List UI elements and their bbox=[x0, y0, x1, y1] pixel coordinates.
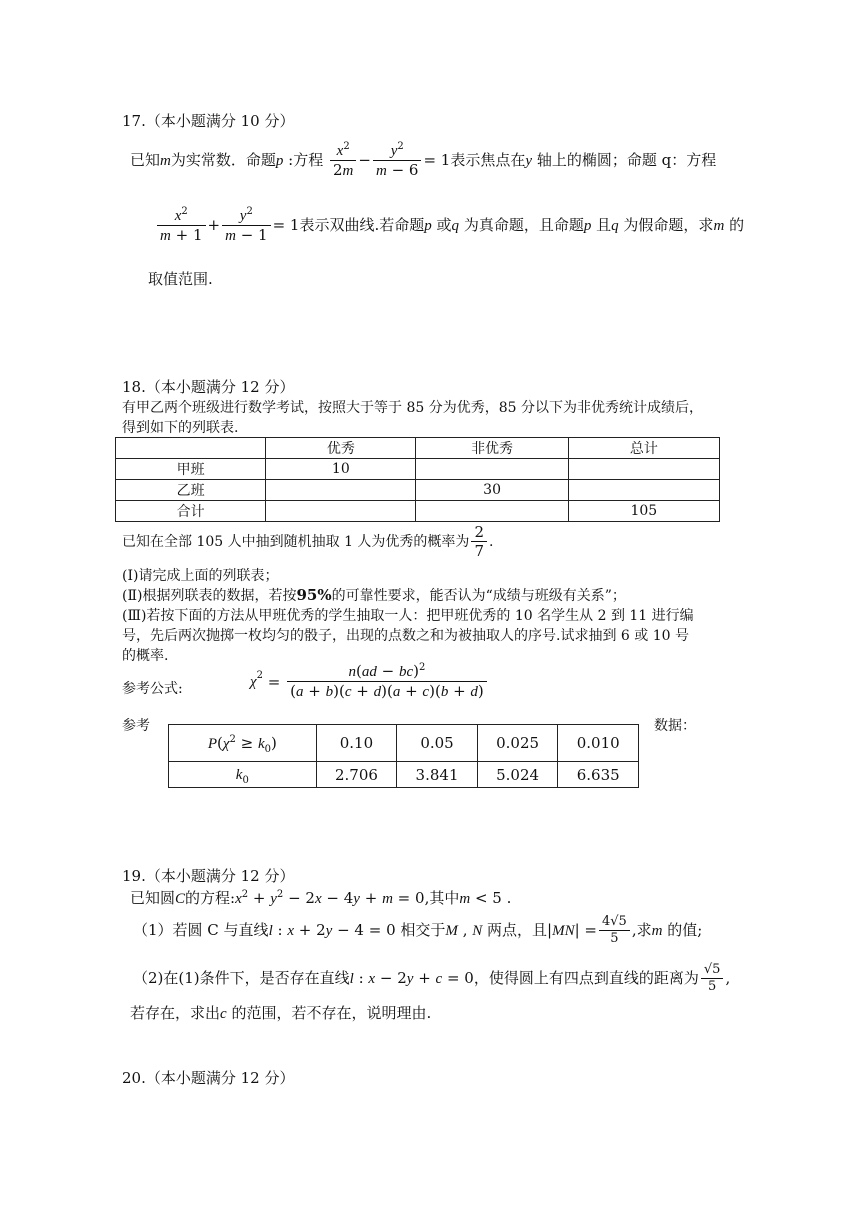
q17-line3: 取值范围. bbox=[148, 270, 213, 288]
q19-part1: （1）若圆 C 与直线l : x + 2y − 4 = 0 相交于M , N 两点，且|MN| = $\frac{4√5}{5}$ ,求m 的值; bbox=[133, 914, 703, 947]
fraction-y2-m-1: $\frac{y^2}{m - 1}$ bbox=[222, 207, 271, 245]
table-cell: 6.635 bbox=[558, 762, 639, 788]
table-cell: 乙班 bbox=[116, 480, 266, 501]
fraction-4sqrt5-5: $\frac{4√5}{5}$ bbox=[599, 915, 630, 947]
q18-intro-line2: 得到如下的列联表. bbox=[122, 420, 239, 436]
critical-value-table bbox=[168, 724, 639, 788]
ref-label-right: 数据： bbox=[654, 718, 696, 734]
table-cell: 甲班 bbox=[116, 459, 266, 480]
table-cell: 0.10 bbox=[316, 725, 397, 762]
q19-part2-line2: 若存在，求出c 的范围，若不存在，说明理由. bbox=[130, 1004, 432, 1022]
table-cell: $k_0$ bbox=[169, 762, 317, 788]
table-cell: 3.841 bbox=[397, 762, 478, 788]
table-cell: 0.010 bbox=[558, 725, 639, 762]
table-cell: 0.025 bbox=[477, 725, 558, 762]
table-cell: 30 bbox=[416, 480, 568, 501]
table-cell: $P(\chi^2 \ge k_0)$ bbox=[169, 725, 317, 762]
fraction-x2-2m: $\frac{x^2}{2m}$ bbox=[330, 142, 356, 180]
fraction-2-7: $\frac{2}{7}$ bbox=[471, 524, 487, 560]
q19-line1: 已知圆C的方程$:x^2 + y^2 - 2x - 4y + m = 0$,其中m < 5 . bbox=[130, 889, 512, 907]
table-cell: 2.706 bbox=[316, 762, 397, 788]
q18-part3-line2: 号，先后两次抛掷一枚均匀的骰子，出现的点数之和为被抽取人的序号.试求抽到 6 或 10 号 bbox=[122, 628, 689, 644]
table-cell bbox=[416, 459, 568, 480]
q17-line2: $\frac{x^2}{m + 1}$ + $\frac{y^2}{m - 1}$ = 1表示双曲线.若命题p 或q 为真命题，且命题p 且q 为假命题，求m 的 bbox=[155, 205, 744, 246]
table-row bbox=[116, 501, 720, 522]
table-cell bbox=[116, 438, 266, 459]
q17-heading: 17.（本小题满分 10 分） bbox=[122, 112, 295, 130]
table-cell bbox=[266, 501, 416, 522]
q17-line1: 已知m为实常数．命题p :方程 $\frac{x^2}{2m}$ − $\frac{y^2}{m - 6}$ = 1表示焦点在y 轴上的椭圆；命题 q：方程 bbox=[130, 140, 717, 180]
table-row bbox=[169, 725, 639, 762]
table-cell: 105 bbox=[568, 501, 719, 522]
fraction-sqrt5-5: $\frac{√5}{5}$ bbox=[701, 963, 724, 995]
table-row bbox=[116, 480, 720, 501]
contingency-table bbox=[115, 437, 720, 522]
table-cell bbox=[266, 480, 416, 501]
table-cell: 0.05 bbox=[397, 725, 478, 762]
q17-text: 已知 bbox=[130, 151, 161, 169]
table-cell: 总计 bbox=[568, 438, 719, 459]
table-row bbox=[116, 438, 720, 459]
q18-intro-line1: 有甲乙两个班级进行数学考试，按照大于等于 85 分为优秀，85 分以下为非优秀统计成绩后， bbox=[122, 400, 703, 416]
q18-heading: 18.（本小题满分 12 分） bbox=[122, 378, 295, 396]
table-cell bbox=[416, 501, 568, 522]
q18-prob-line: 已知在全部 105 人中抽到随机抽取 1 人为优秀的概率为 $\frac{2}{7}$ . bbox=[122, 522, 494, 561]
q18-part2: (Ⅱ)根据列联表的数据，若按95%的可靠性要求，能否认为“成绩与班级有关系”； bbox=[122, 586, 626, 604]
fraction-x2-m+1: $\frac{x^2}{m + 1}$ bbox=[157, 207, 206, 245]
table-cell: 5.024 bbox=[477, 762, 558, 788]
table-cell: 优秀 bbox=[266, 438, 416, 459]
formula-label: 参考公式: bbox=[122, 681, 183, 697]
table-cell bbox=[568, 480, 719, 501]
table-cell: 10 bbox=[266, 459, 416, 480]
fraction-y2-m-6: $\frac{y^2}{m - 6}$ bbox=[373, 142, 422, 180]
table-cell bbox=[568, 459, 719, 480]
table-cell: 合计 bbox=[116, 501, 266, 522]
chi-square-formula: $\chi^2$ = $\frac{n(ad - bc)^2}{(a + b)(c + d)(a + c)(b + d)}$ bbox=[250, 663, 489, 701]
table-cell: 非优秀 bbox=[416, 438, 568, 459]
q18-part3-line3: 的概率. bbox=[122, 648, 169, 664]
q20-heading: 20.（本小题满分 12 分） bbox=[122, 1069, 295, 1087]
q18-part1: (Ⅰ)请完成上面的列联表； bbox=[122, 568, 279, 584]
q19-part2: （2)在(1)条件下，是否存在直线l : x − 2y + c = 0，使得圆上有四点到直线的距离为 $\frac{√5}{5}$ , bbox=[133, 962, 731, 995]
q19-heading: 19.（本小题满分 12 分） bbox=[122, 867, 295, 885]
q18-part3-line1: (Ⅲ)若按下面的方法从甲班优秀的学生抽取一人：把甲班优秀的 10 名学生从 2 到 11 进行编 bbox=[122, 608, 694, 624]
ref-label-left: 参考 bbox=[122, 718, 150, 734]
table-row bbox=[116, 459, 720, 480]
table-row bbox=[169, 762, 639, 788]
